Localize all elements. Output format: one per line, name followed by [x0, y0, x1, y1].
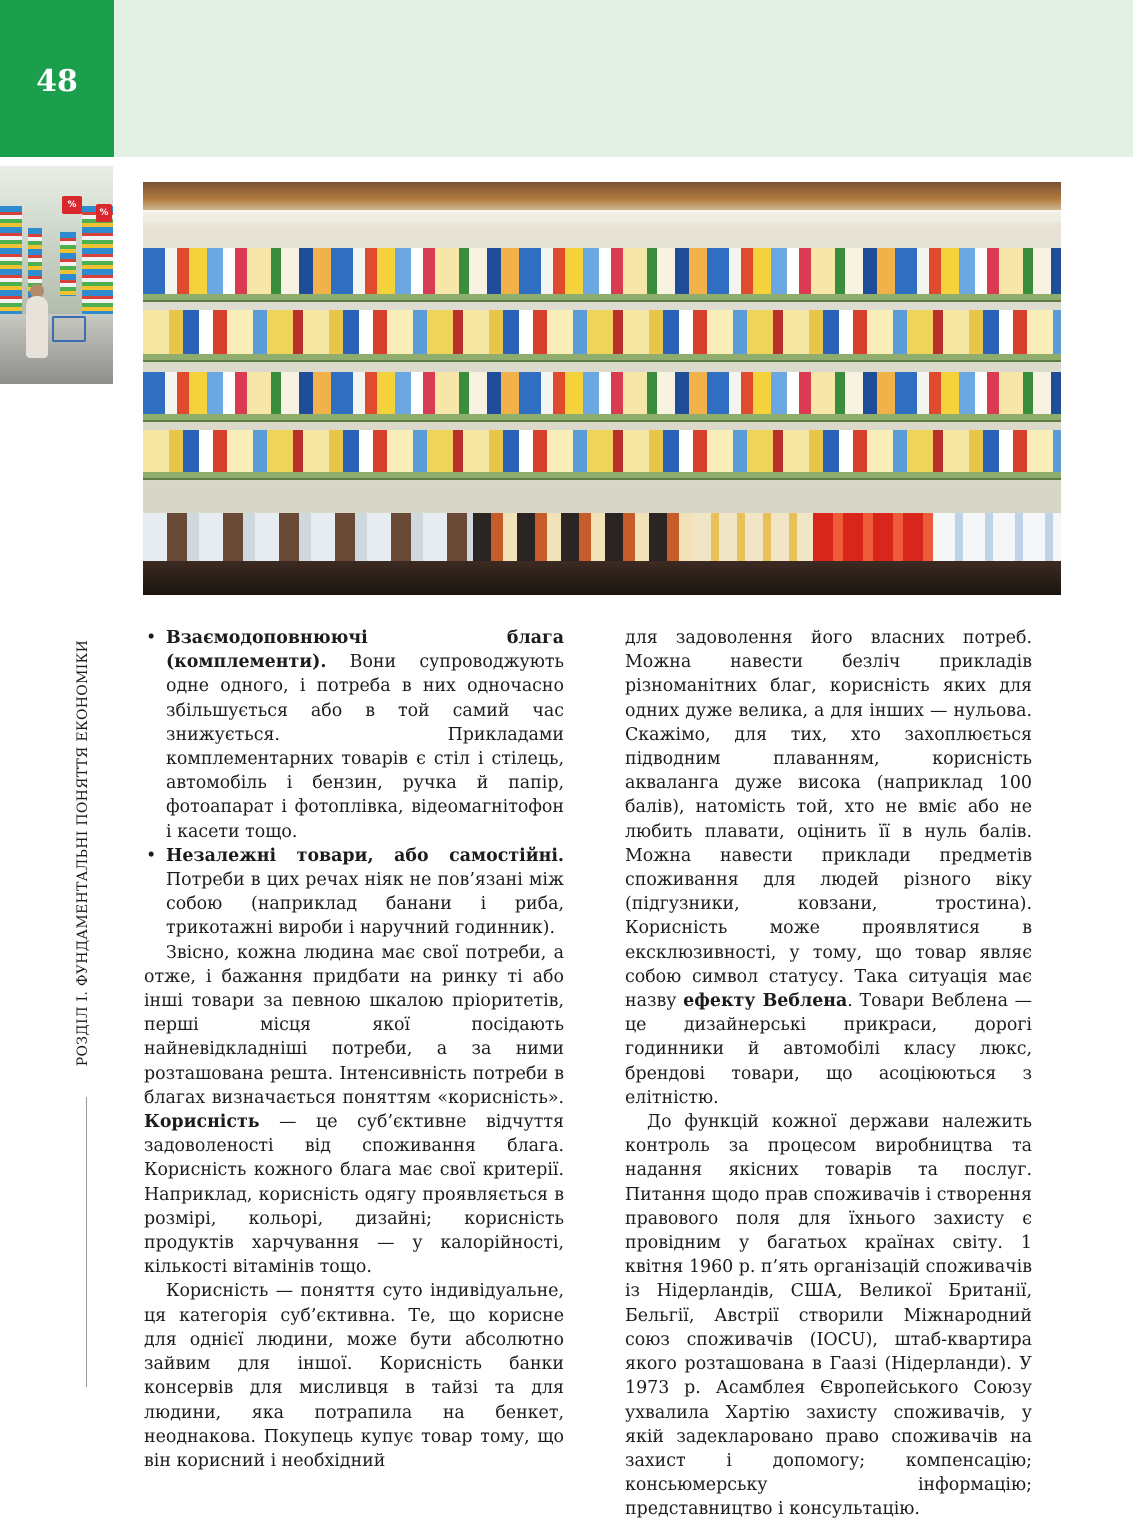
product-tray — [143, 513, 473, 561]
text-column-right — [625, 626, 1032, 1522]
paragraph-text: Звісно, кожна людина має свої потреби, а отже, і бажання придбати на ринку ті або інші товари за певною шкалою пріоритетів, перші місця якої посідають найневідкладніші потреби, а за ними розташована решта. Інтенсивність потреби в благах визначається поняттям «корисність». — [144, 942, 564, 1108]
bullet-text: Вони супроводжують одне одного, і потреба в них одночасно збільшується або в той самий час знижується. Прикладами комплементарних товарів є стіл і стілець, автомобіль і бензин, ручка й папір, фотоапарат і фотоплівка, відеомагнітофон і касети тощо. — [166, 652, 564, 842]
bullet-text: Потреби в цих речах ніяк не пов’язані між собою (наприклад банани і риба, трикотажні вироби і наручний годинник). — [166, 870, 564, 939]
paragraph-consumer-rights: До функцій кожної держави належить контроль за процесом виробництва та надання якісних товарів та послуг. Питання щодо прав споживачів і створення правового поля для їхнього захисту є провідним у багатьох країнах світу. 1 квітня 1960 р. п’ять організацій споживачів із Нідерландів, США, Великої Британії, Бельгії, Австрії створили Міжнародний союз споживачів (IOCU), штаб-квартира якого розташована в Гаазі (Нідерланди). У 1973 р. Асамблея Європейського Союзу ухвалила Хартію захисту споживачів, у якій задекларовано право споживачів на захист і допомогу; компенсацію; консьюмерську інформацію; представництво і консультацію. — [625, 1112, 1032, 1520]
term-veblen-effect: ефекту Веблена — [683, 991, 848, 1012]
discount-sign: % — [96, 204, 112, 222]
shopper — [26, 296, 48, 358]
paragraph-text: для задоволення його власних потреб. Можна навести безліч прикладів різноманітних благ, корисність яких для одних дуже велика, а для інших — нульова. Скажімо, для тих, хто захоплюється підводним плаванням, корисність акваланга дуже висока (наприклад 100 балів), натомість той, хто не вміє або не любить плавати, оцінить її в нуль балів. Можна навести приклади предметів споживання для людей різного віку (підгузники, ковзани, тростина). Корисність може проявлятися в ексклюзивності, у тому, що товар являє собою символ статусу. Така ситуація має назву — [625, 628, 1032, 1012]
header-band — [114, 0, 1133, 157]
bullet-item-complements — [144, 626, 564, 844]
section-label: РОЗДІЛ І. ФУНДАМЕНТАЛЬНІ ПОНЯТТЯ ЕКОНОМІКИ — [75, 639, 91, 1067]
shelf — [60, 232, 76, 296]
product-tray — [933, 513, 1061, 561]
discount-sign: % — [62, 196, 82, 214]
term-utility: Корисність — [144, 1112, 260, 1133]
product-row — [143, 310, 1061, 354]
product-tray — [813, 513, 933, 561]
paragraph-text: — це суб’єктивне відчуття задоволеності від споживання блага. Корисність кожного блага має свої критерії. Наприклад, корисність одягу проявляється в розмірі, кольорі, дизайні; корисність продуктів харчування — у калорійності, кількості вітамінів тощо. — [144, 1112, 564, 1278]
paragraph-veblen — [625, 626, 1032, 1110]
dairy-shelves-photo — [143, 182, 1061, 595]
bullet-marker: • — [146, 845, 157, 866]
bullet-marker: • — [146, 628, 157, 648]
shopping-cart — [52, 316, 86, 342]
product-row — [143, 430, 1061, 472]
product-tray — [473, 513, 693, 561]
shelf-rail — [143, 294, 1061, 300]
shelf — [0, 206, 22, 326]
section-divider — [86, 1097, 87, 1387]
bullet-heading: Незалежні товари, або самостійні. — [166, 845, 564, 866]
product-row — [143, 248, 1061, 294]
product-tray — [693, 513, 813, 561]
text-column-left — [144, 626, 564, 1473]
fridge-base — [143, 561, 1061, 595]
paragraph-needs — [144, 941, 564, 1280]
product-row — [143, 372, 1061, 414]
paragraph-utility: Корисність — поняття суто індивідуальне, ця категорія суб’єктивна. Те, що корисне для однієї людини, може бути абсолютно зайвим для іншої. Корисність банки консервів для мисливця в тайзі та для людини, яка потрапила на бенкет, неоднакова. Покупець купує товар тому, що він корисний і необхідний — [144, 1281, 564, 1471]
bullet-item-independent-goods — [144, 844, 564, 941]
shelf — [82, 206, 113, 316]
shelf-rail — [143, 354, 1061, 360]
paragraph-text: . Товари Веблена — це дизайнерські прикраси, дорогі годинники й автомобілі класу люкс, брендові товари, що асоціюються з елітністю. — [625, 991, 1032, 1108]
page-number: 48 — [36, 64, 78, 99]
shelf-rail — [143, 414, 1061, 420]
shelf-rail — [143, 472, 1061, 478]
bullet-heading: Взаємодоповнюючі блага (комплементи). — [166, 628, 564, 673]
supermarket-aisle-photo — [0, 166, 113, 384]
fridge-light — [143, 210, 1061, 226]
